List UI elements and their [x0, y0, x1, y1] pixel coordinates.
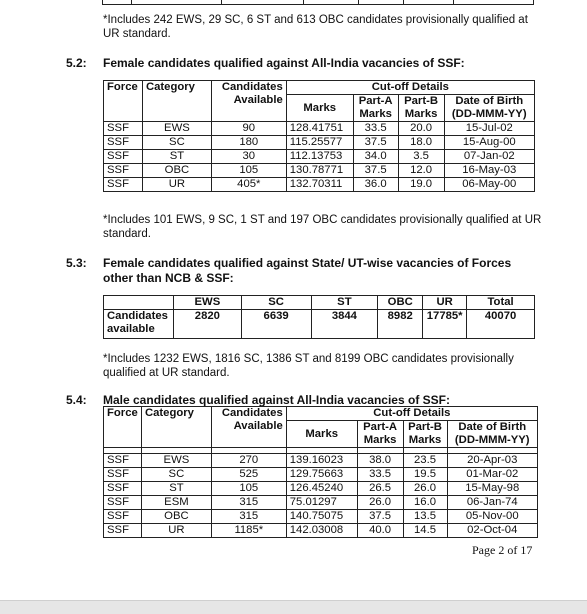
- table-row: [104, 136, 535, 150]
- cell: 15-May-98: [447, 482, 538, 496]
- cell: 34.0: [353, 150, 398, 164]
- cell: 38.0: [357, 454, 403, 468]
- table-5-2-body: [104, 122, 535, 192]
- section-5-2-heading: [66, 56, 546, 72]
- table-5-3: [103, 295, 535, 339]
- cell: ST: [142, 150, 211, 164]
- header-force: Force: [104, 81, 143, 122]
- cell: SC: [142, 136, 211, 150]
- cell: 3844: [311, 310, 378, 339]
- cell: 128.41751: [286, 122, 353, 136]
- cell: 105: [211, 164, 286, 178]
- cell: 15-Aug-00: [444, 136, 534, 150]
- cell: SSF: [104, 164, 143, 178]
- cell: 26.0: [357, 496, 403, 510]
- table-row: [104, 122, 535, 136]
- cell: 13.5: [403, 510, 447, 524]
- cell: SSF: [104, 122, 143, 136]
- cell: 05-Nov-00: [447, 510, 538, 524]
- cell: OBC: [141, 510, 211, 524]
- cell: 16-May-03: [444, 164, 534, 178]
- header-ur: UR: [423, 296, 467, 310]
- cell: 142.03008: [286, 524, 357, 538]
- table-row: [104, 510, 538, 524]
- section-number: 5.2:: [66, 56, 87, 70]
- table-5-4: [103, 406, 538, 538]
- cell: 180: [211, 136, 286, 150]
- table-5-2: [103, 80, 535, 192]
- header-available: Candidates Available: [211, 407, 286, 448]
- header-part-b: Part-B Marks: [398, 95, 444, 122]
- header-category: Category: [142, 81, 211, 122]
- note-ur-53: *Includes 1232 EWS, 1816 SC, 1386 ST and 8199 OBC candidates provisionally qualified at UR standard.: [103, 353, 514, 379]
- header-cutoff: Cut-off Details: [286, 407, 537, 421]
- cell: 40.0: [357, 524, 403, 538]
- cell: 19.0: [398, 178, 444, 192]
- header-empty: [104, 296, 174, 310]
- cell: 02-Oct-04: [447, 524, 538, 538]
- cell: 33.5: [353, 122, 398, 136]
- note-ur-51: *Includes 242 EWS, 29 SC, 6 ST and 613 OBC candidates provisionally qualified at UR standard.: [103, 14, 528, 40]
- header-available: Candidates Available: [211, 81, 286, 122]
- cell: 132.70311: [286, 178, 353, 192]
- cell: SSF: [104, 150, 143, 164]
- cell: 23.5: [403, 454, 447, 468]
- cell: 130.78771: [286, 164, 353, 178]
- header-force: Force: [104, 407, 142, 448]
- cell: 270: [211, 454, 286, 468]
- table-row: [104, 496, 538, 510]
- cell: 126.45240: [286, 482, 357, 496]
- table-row: [104, 524, 538, 538]
- table-row: [104, 178, 535, 192]
- header-total: Total: [467, 296, 535, 310]
- cell: SSF: [104, 468, 142, 482]
- cell: OBC: [142, 164, 211, 178]
- cell: 129.75663: [286, 468, 357, 482]
- cell: 37.5: [353, 164, 398, 178]
- cell: 37.5: [353, 136, 398, 150]
- header-cutoff: Cut-off Details: [286, 81, 534, 95]
- cell: ST: [141, 482, 211, 496]
- cell: 26.5: [357, 482, 403, 496]
- header-part-a: Part-A Marks: [357, 421, 403, 448]
- section-5-3-heading: [66, 256, 546, 286]
- cell: 18.0: [398, 136, 444, 150]
- cell: 20.0: [398, 122, 444, 136]
- table-row: [104, 310, 535, 339]
- cell: 90: [211, 122, 286, 136]
- cell: 01-Mar-02: [447, 468, 538, 482]
- cell: 26.0: [403, 482, 447, 496]
- cell: 14.5: [403, 524, 447, 538]
- previous-table-bottom: [102, 0, 534, 5]
- cell: 20-Apr-03: [447, 454, 538, 468]
- page-number: Page 2 of 17: [472, 543, 533, 557]
- cell: 2820: [173, 310, 241, 339]
- table-row: [104, 164, 535, 178]
- cell: 140.75075: [286, 510, 357, 524]
- cell: 06-Jan-74: [447, 496, 538, 510]
- cell: SSF: [104, 524, 142, 538]
- cell: 19.5: [403, 468, 447, 482]
- cell: 07-Jan-02: [444, 150, 534, 164]
- row-label: Candidates available: [104, 310, 174, 339]
- header-category: Category: [141, 407, 211, 448]
- section-number: 5.4:: [66, 393, 87, 407]
- header-part-a: Part-A Marks: [353, 95, 398, 122]
- cell: UR: [142, 178, 211, 192]
- header-dob: Date of Birth (DD-MMM-YY): [447, 421, 538, 448]
- table-row: [104, 454, 538, 468]
- viewer-bottom-bar: [0, 600, 587, 614]
- table-row: [104, 482, 538, 496]
- header-dob: Date of Birth (DD-MMM-YY): [444, 95, 534, 122]
- table-row: [104, 150, 535, 164]
- cell: SSF: [104, 136, 143, 150]
- cell: 8982: [378, 310, 423, 339]
- section-number: 5.3:: [66, 256, 87, 270]
- cell: 3.5: [398, 150, 444, 164]
- cell: 1185*: [211, 524, 286, 538]
- header-marks: Marks: [286, 95, 353, 122]
- cell: ESM: [141, 496, 211, 510]
- cell: SSF: [104, 496, 142, 510]
- section-title: Female candidates qualified against All-India vacancies of SSF:: [103, 56, 465, 70]
- cell: 16.0: [403, 496, 447, 510]
- cell: SC: [141, 468, 211, 482]
- cell: 112.13753: [286, 150, 353, 164]
- cell: 315: [211, 496, 286, 510]
- header-ews: EWS: [173, 296, 241, 310]
- cell: UR: [141, 524, 211, 538]
- cell: 12.0: [398, 164, 444, 178]
- note-ur-52: *Includes 101 EWS, 9 SC, 1 ST and 197 OBC candidates provisionally qualified at UR standard.: [103, 214, 542, 240]
- cell: 139.16023: [286, 454, 357, 468]
- section-title: Female candidates qualified against State/ UT-wise vacancies of Forces other than NCB & SSF:: [103, 256, 512, 285]
- cell: 405*: [211, 178, 286, 192]
- cell: 17785*: [423, 310, 467, 339]
- cell: 33.5: [357, 468, 403, 482]
- cell: 315: [211, 510, 286, 524]
- cell: SSF: [104, 482, 142, 496]
- cell: 115.25577: [286, 136, 353, 150]
- cell: EWS: [141, 454, 211, 468]
- cell: 40070: [467, 310, 535, 339]
- header-sc: SC: [241, 296, 311, 310]
- table-row: [104, 468, 538, 482]
- cell: 30: [211, 150, 286, 164]
- cell: SSF: [104, 510, 142, 524]
- cell: 06-May-00: [444, 178, 534, 192]
- header-st: ST: [311, 296, 378, 310]
- header-marks: Marks: [286, 421, 357, 448]
- header-part-b: Part-B Marks: [403, 421, 447, 448]
- section-title: Male candidates qualified against All-India vacancies of SSF:: [103, 393, 450, 407]
- cell: SSF: [104, 454, 142, 468]
- cell: 37.5: [357, 510, 403, 524]
- cell: 105: [211, 482, 286, 496]
- cell: SSF: [104, 178, 143, 192]
- cell: 15-Jul-02: [444, 122, 534, 136]
- cell: 6639: [241, 310, 311, 339]
- cell: EWS: [142, 122, 211, 136]
- cell: 36.0: [353, 178, 398, 192]
- cell: 525: [211, 468, 286, 482]
- header-obc: OBC: [378, 296, 423, 310]
- cell: 75.01297: [286, 496, 357, 510]
